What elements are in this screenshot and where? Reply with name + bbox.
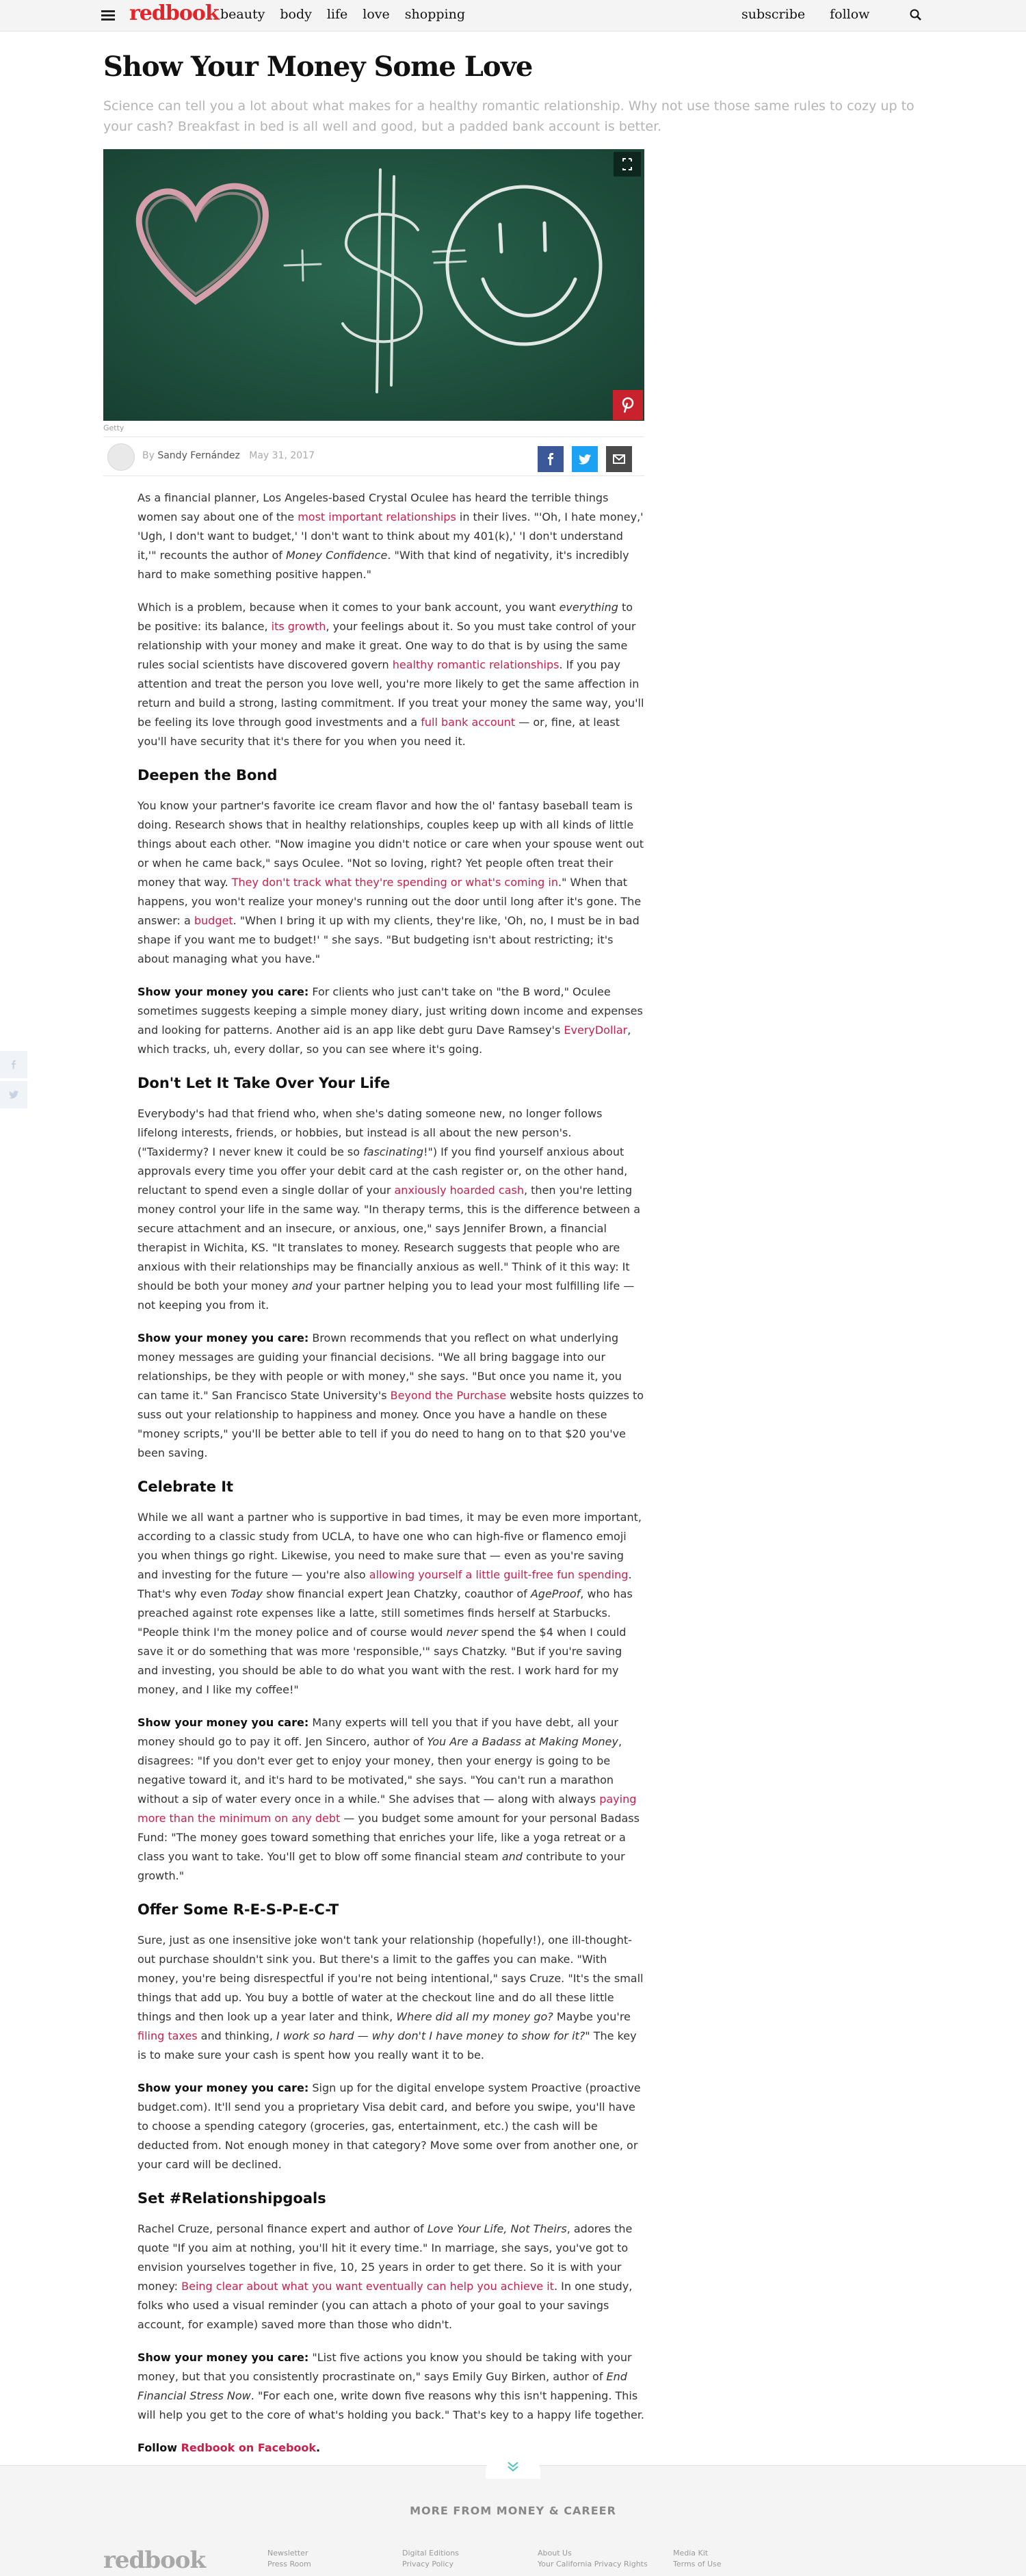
footer xyxy=(0,2465,1026,2576)
paragraph: Which is a problem, because when it comes to your bank account, you want everything to be positive: its balance, its growth, your feelings about it. So you must take control of your relationship with your money and make it great. One way to do that is by using the same rules social scientists have discovered govern healthy romantic relationships. If you pay attention and treat the person you love well, you're more likely to get the same affection in return and build a strong, lasting commitment. If you treat your money the same way, you'll be feeling its love through good investments and a full bank account — or, fine, at least you'll have security that it's there for you when you need it. xyxy=(137,601,644,748)
hamburger-icon[interactable] xyxy=(101,8,115,22)
section-heading: Offer Some R-E-S-P-E-C-T xyxy=(137,1901,339,1918)
tip-label: Show your money you care: xyxy=(137,2351,309,2364)
facebook-share-button[interactable] xyxy=(538,446,564,472)
inline-link[interactable]: budget xyxy=(194,914,233,927)
subscribe-link[interactable]: subscribe xyxy=(741,7,806,22)
site-logo[interactable]: redbook xyxy=(129,1,219,25)
footer-link[interactable]: Press Room xyxy=(267,2560,311,2568)
email-share-button[interactable] xyxy=(606,446,632,472)
pinterest-icon[interactable] xyxy=(613,390,643,420)
nav-link-body[interactable]: body xyxy=(280,7,312,22)
side-facebook-share[interactable] xyxy=(0,1051,27,1078)
article-dek: Science can tell you a lot about what makes for a healthy romantic relationship. Why not use those same rules to cozy up to your cash? Breakfast in bed is all well and good, but a padded bank account is better. xyxy=(103,99,915,134)
inline-link[interactable]: most important relationships xyxy=(298,510,456,523)
footer-link[interactable]: Terms of Use xyxy=(673,2560,722,2568)
twitter-share-button[interactable] xyxy=(572,446,598,472)
twitter-icon xyxy=(9,1091,18,1099)
follow-facebook-link[interactable]: Redbook on Facebook xyxy=(181,2441,317,2454)
more-from-heading[interactable]: MORE FROM MONEY & CAREER xyxy=(410,2504,616,2517)
inline-link[interactable]: EveryDollar xyxy=(564,1024,628,1037)
tip-label: Show your money you care: xyxy=(137,2081,309,2094)
paragraph: You know your partner's favorite ice cream flavor and how the ol' fantasy baseball team is doing. Research shows that in healthy relationships, couples keep up with all kinds of little things about each other. "Now imagine you didn't notice or care when your spouse went out or when he came back," says Oculee. "Not so loving, right? Yet people often treat their money that way. They don't track what they're spending or what's coming in." When that happens, you won't realize your money's running out the door until long after it's gone. The answer: a budget. "When I bring it up with my clients, they're like, 'Oh, no, I must be in bad shape if you want me to budget!' " she says. "But budgeting isn't about restricting; it's about managing what you have." xyxy=(137,799,644,965)
paragraph: While we all want a partner who is supportive in bad times, it may be even more important, according to a classic study from UCLA, to have one who can high-five or flamenco emoji you when things go right. Likewise, you need to make sure that — even as you're saving and investing for the future — you're also allowing yourself a little guilt-free fun spending. That's why even Today show financial expert Jean Chatzky, coauthor of AgeProof, who has preached against rote expenses like a latte, still sometimes finds herself at Starbucks. "People think I'm the money police and of course would never spend the $4 when I could save it or do something that was more 'responsible,'" says Chatzky. "But if you're saving and investing, you should be able to do what you want with the rest. I work hard for my money, and I like my coffee!" xyxy=(137,1511,642,1696)
nav-link-life[interactable]: life xyxy=(326,7,348,22)
byline-sep xyxy=(243,450,246,461)
paragraph: Show your money you care: Brown recommends that you reflect on what underlying money messages are guiding your financial decisions. "We all bring baggage into our relationships, be they with people or with money," she says. "But once you name it, you can tame it." San Francisco State University's Beyond the Purchase website hosts quizzes to suss out your relationship to happiness and money. Once you have a handle on these "money scripts," you'll be better able to tell if you do need to hang on to that $20 you've been saving. xyxy=(137,1331,644,1459)
inline-link[interactable]: full bank account xyxy=(421,716,516,729)
inline-link[interactable]: Being clear about what you want eventually can help you achieve it xyxy=(181,2280,554,2293)
image-credit: Getty xyxy=(103,424,124,432)
inline-link[interactable]: filing taxes xyxy=(137,2029,198,2042)
expand-icon[interactable] xyxy=(614,152,641,177)
paragraph: Sure, just as one insensitive joke won't tank your relationship (hopefully!), one ill-thought-out purchase shouldn't sink you. But there's a limit to the gaffes you can make. "With money, you're being disrespectful if you're not being intentional," says Cruze. "It's the small things that add up. You buy a bottle of water at the checkout line and do all these little things and then look up a year later and think, Where did all my money go? Maybe you're filing taxes and thinking, I work so hard — why don't I have money to show for it?" The key is to make sure your cash is spent how you really want it to be. xyxy=(137,1934,644,2061)
nav-link-love[interactable]: love xyxy=(363,7,390,22)
inline-link[interactable]: paying more than the minimum on any debt xyxy=(137,1793,637,1825)
section-heading: Deepen the Bond xyxy=(137,767,278,783)
byline-bar xyxy=(103,437,644,476)
inline-link[interactable]: its growth xyxy=(271,620,326,633)
search-icon[interactable] xyxy=(909,8,923,22)
facebook-icon xyxy=(546,453,555,465)
paragraph: Show your money you care: "List five actions you know you should be taking with your money, but that you consistently procrastinate on," says Emily Guy Birken, author of End Financial Stress Now. "For each one, write down five reasons why this isn't happening. This will help you get to the core of what's holding you back." That's key to a happy life together. xyxy=(137,2351,645,2421)
follow-cta: Follow Redbook on Facebook. xyxy=(137,2441,321,2454)
paragraph: Rachel Cruze, personal finance expert and author of Love Your Life, Not Theirs, adores the quote "If you aim at nothing, you'll hit it every time." In marriage, she says, you've got to envision yourselves together in five, 10, 25 years in order to get there. So it is with your money: Being clear about what you want eventually can help you achieve it. In one study, folks who used a visual reminder (you can attach a photo of your goal to your savings account, for example) saved more than those who didn't. xyxy=(137,2222,633,2331)
tip-label: Show your money you care: xyxy=(137,985,309,998)
author-avatar xyxy=(107,443,135,471)
top-nav xyxy=(0,0,1026,31)
footer-link[interactable]: Your California Privacy Rights xyxy=(538,2560,648,2568)
nav-right xyxy=(741,7,869,22)
paragraph: Show your money you care: For clients who just can't take on "the B word," Oculee sometimes suggests keeping a simple money diary, just writing down income and expenses and looking for patterns. Another aid is an app like debt guru Dave Ramsey's EveryDollar, which tracks, uh, every dollar, so you can see where it's going. xyxy=(137,985,643,1056)
footer-link[interactable]: Media Kit xyxy=(673,2549,709,2558)
twitter-icon xyxy=(579,454,591,465)
footer-link[interactable]: Newsletter xyxy=(267,2549,308,2558)
tip-label: Show your money you care: xyxy=(137,1331,309,1344)
publish-date: May 31, 2017 xyxy=(249,450,315,461)
footer-col-2 xyxy=(402,2548,459,2570)
paragraph: Show your money you care: Sign up for the digital envelope system Proactive (proactive budget.com). It'll send you a proprietary Visa debit card, and before you swipe, you'll have to choose a spending category (groceries, gas, entertainment, etc.) the cash will be deducted from. Not enough money in that category? Move some over from another one, or your card will be declined. xyxy=(137,2081,641,2171)
footer-logo[interactable]: redbook xyxy=(103,2547,206,2574)
follow-link[interactable]: follow xyxy=(830,7,870,22)
paragraph: Show your money you care: Many experts will tell you that if you have debt, all your money should go to pay it off. Jen Sincero, author of You Are a Badass at Making Money, disagrees: "If you don't ever get to enjoy your money, then your energy is going to be negative toward it, and it's hard to be motivated," she says. "You can't run a marathon without a sip of water every once in a while." She advises that — along with always paying more than the minimum on any debt — you budget some amount for your personal Badass Fund: "The money goes toward something that enriches your life, like a yoga retreat or a class you want to take. You'll get to blow off some financial steam and contribute to your growth." xyxy=(137,1716,640,1882)
inline-link[interactable]: anxiously hoarded cash xyxy=(394,1184,524,1197)
footer-link[interactable]: Digital Editions xyxy=(402,2549,459,2558)
inline-link[interactable]: allowing yourself a little guilt-free fun spending xyxy=(369,1568,629,1581)
nav-link-shopping[interactable]: shopping xyxy=(404,7,466,22)
footer-link[interactable]: Privacy Policy xyxy=(402,2560,453,2568)
page-title: Show Your Money Some Love xyxy=(103,51,533,83)
tip-label: Show your money you care: xyxy=(137,1716,309,1729)
paragraph: As a financial planner, Los Angeles-based Crystal Oculee has heard the terrible things women say about one of the most important relationships in their lives. "'Oh, I hate money,' 'Ugh, I don't want to budget,' 'I don't want to think about my 401(k),' 'I don't understand it,'" recounts the author of Money Confidence. "With that kind of negativity, it's incredibly hard to make something positive happen." xyxy=(137,491,644,581)
facebook-icon xyxy=(10,1059,17,1070)
footer-link[interactable]: About Us xyxy=(538,2549,572,2558)
author-name[interactable]: Sandy Fernández xyxy=(157,450,240,461)
footer-col-1 xyxy=(267,2548,311,2570)
article-body xyxy=(137,489,644,2471)
footer-col-4 xyxy=(673,2548,722,2570)
nav-links xyxy=(220,7,465,22)
inline-link[interactable]: Beyond the Purchase xyxy=(390,1389,507,1402)
byline-prefix: By xyxy=(142,450,155,461)
email-icon xyxy=(613,454,625,464)
nav-link-beauty[interactable]: beauty xyxy=(220,7,265,22)
section-heading: Don't Let It Take Over Your Life xyxy=(137,1075,391,1091)
inline-link[interactable]: healthy romantic relationships xyxy=(392,658,560,671)
paragraph: Everybody's had that friend who, when she's dating someone new, no longer follows lifelong interests, friends, or hobbies, but instead is all about the new person's. ("Taxidermy? I never knew it could be so fascinating!") If you find yourself anxious about approvals every time you offer your debit card at the cash register or, on the other hand, reluctant to spend even a single dollar of your anxiously hoarded cash, then you're letting money control your life in the same way. "In therapy terms, this is the difference between a secure attachment and an insecure, or anxious, one," says Jennifer Brown, a financial therapist in Wichita, KS. "It translates to money. Research suggests that people who are anxious with their relationships may be financially anxious as well." Think of it this way: It should be both your money and your partner helping you to lead your most fulfilling life — not keeping you from it. xyxy=(137,1107,641,1312)
hero-image xyxy=(103,149,644,421)
side-twitter-share[interactable] xyxy=(0,1081,27,1108)
byline xyxy=(142,450,315,461)
footer-col-3 xyxy=(538,2548,648,2570)
section-heading: Celebrate It xyxy=(137,1479,234,1495)
inline-link[interactable]: They don't track what they're spending or what's coming in xyxy=(231,876,559,889)
section-heading: Set #Relationshipgoals xyxy=(137,2190,326,2207)
